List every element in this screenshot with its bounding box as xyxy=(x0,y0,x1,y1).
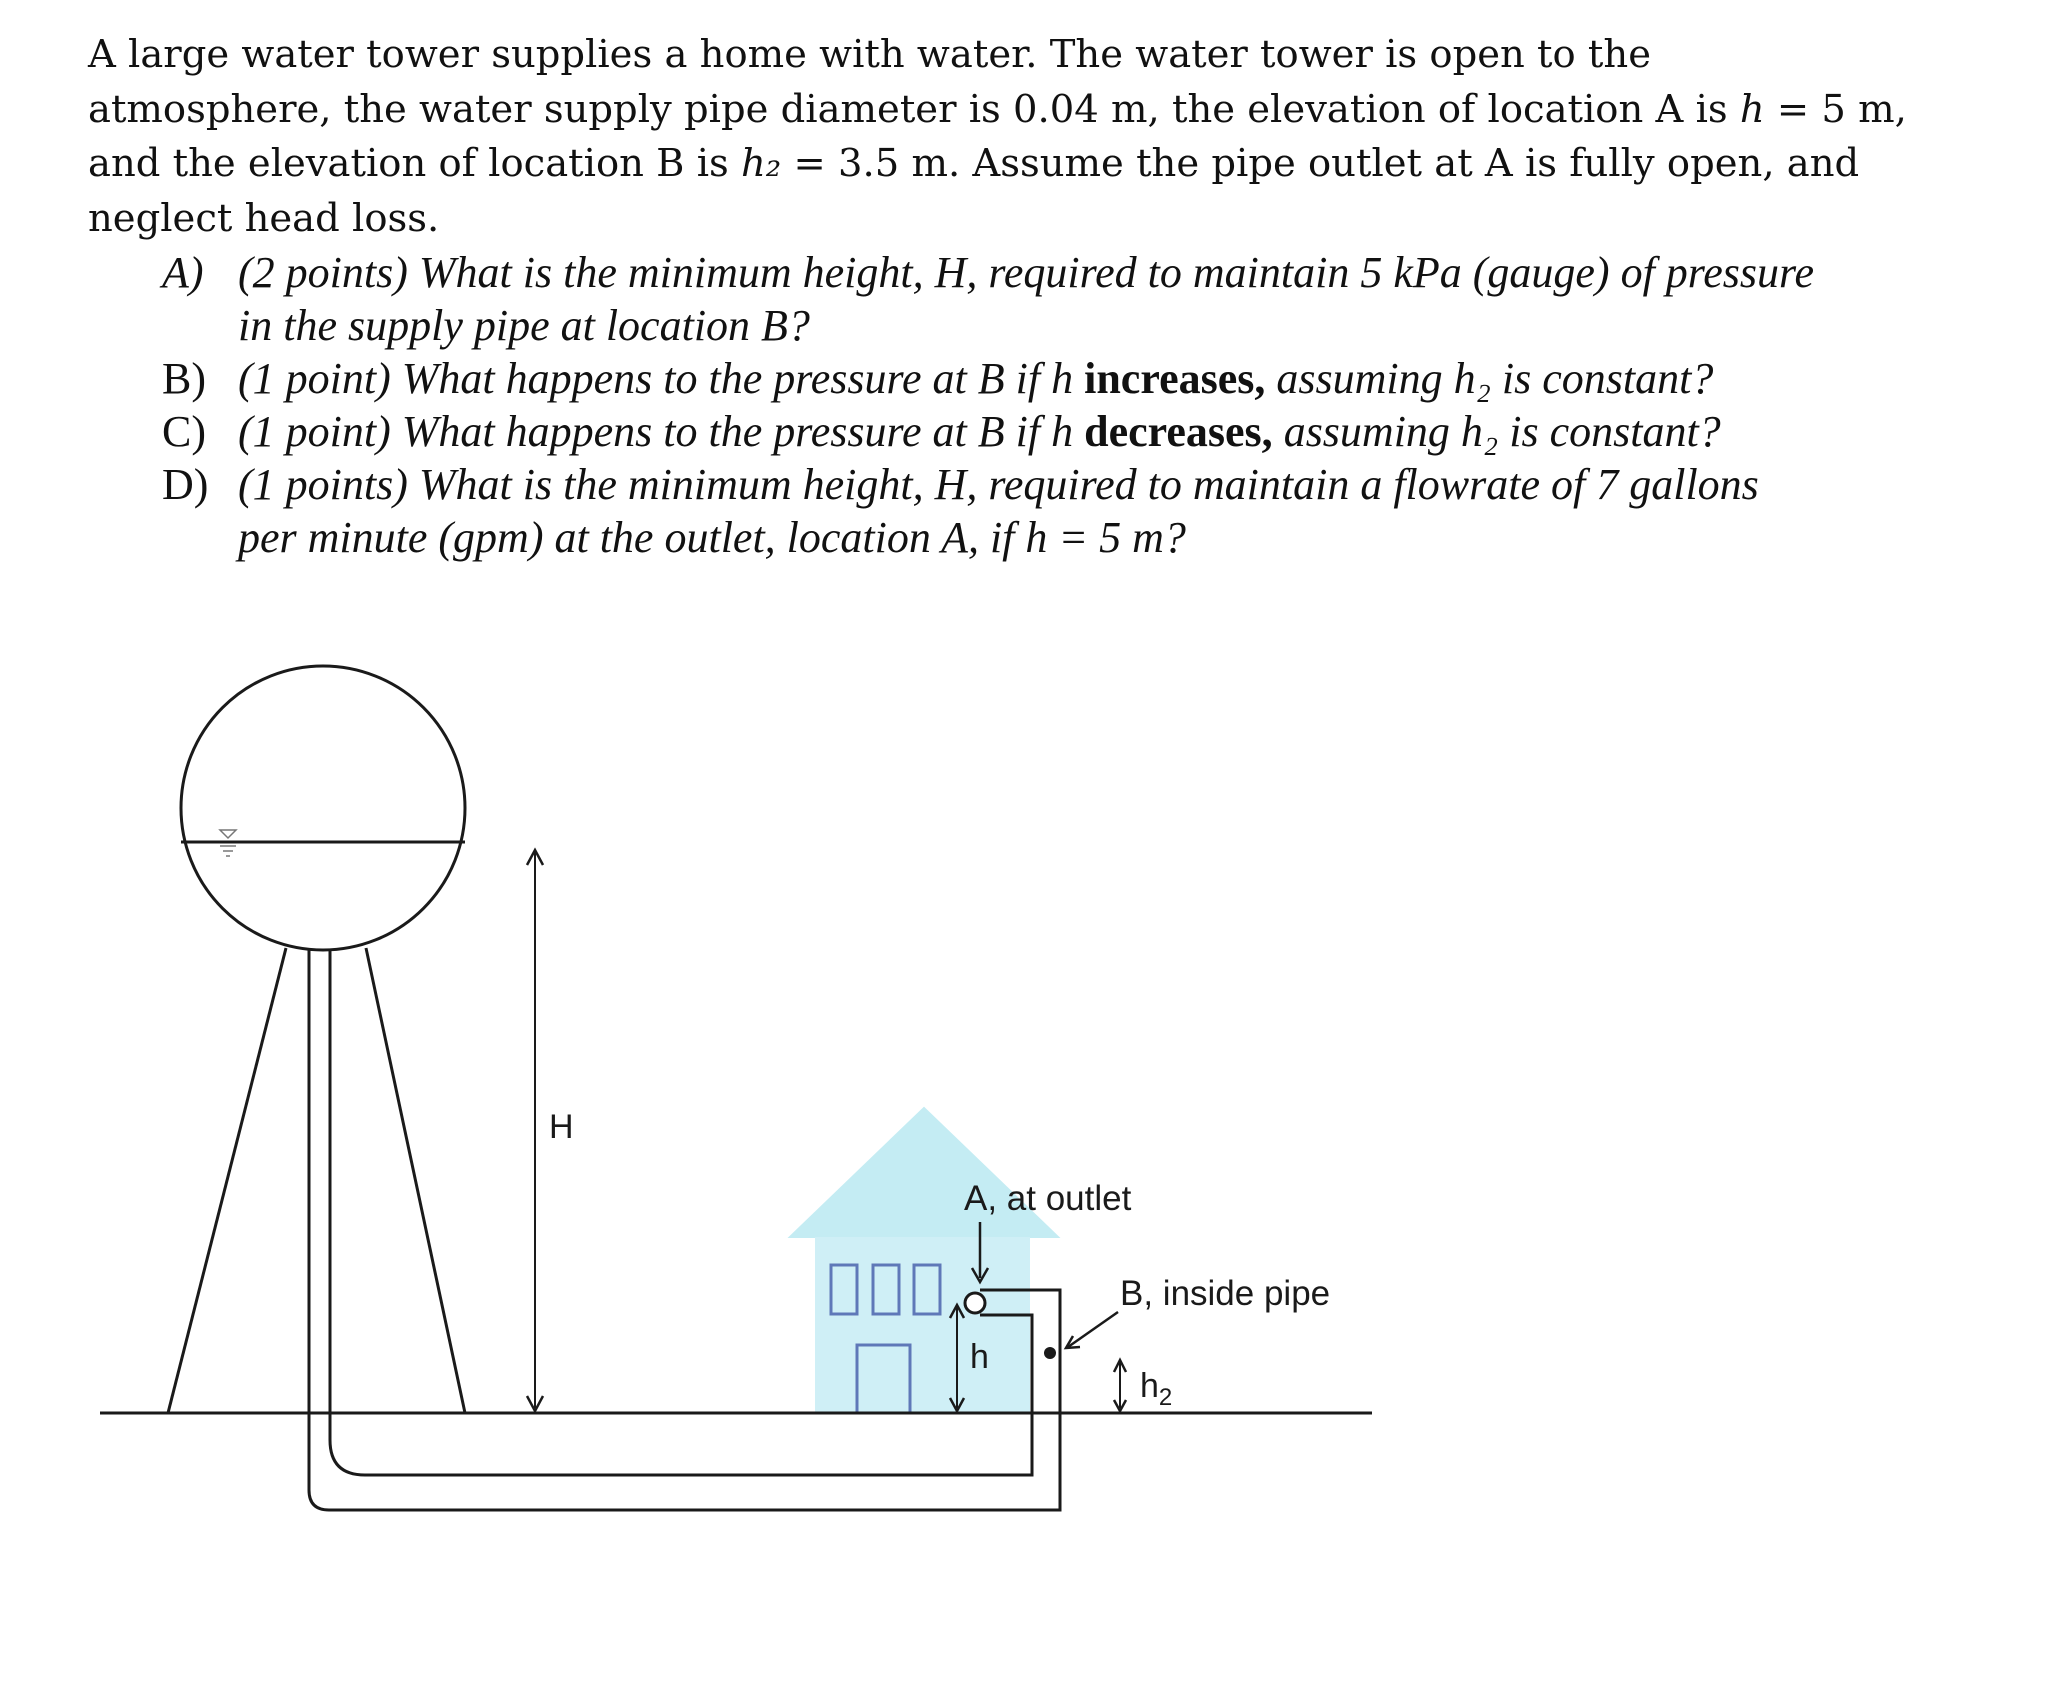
intro-line: and the elevation of location B is h₂ = 3.5 m. Assume the pipe outlet at A is fully open, and xyxy=(88,141,1860,186)
question-letter: C) xyxy=(162,407,206,456)
emphasis: decreases, xyxy=(1084,407,1273,456)
question-text: (1 point) What happens to the pressure at B if h decreases, assuming h₂ is constant? xyxy=(238,407,1721,456)
label-b-inside-pipe: B, inside pipe xyxy=(1120,1274,1331,1313)
outlet-a-marker xyxy=(965,1293,985,1313)
point-b-marker xyxy=(1044,1347,1056,1359)
house-body xyxy=(815,1237,1030,1413)
question-text-continued: in the supply pipe at location B? xyxy=(238,301,810,350)
label-H: H xyxy=(549,1108,574,1146)
intro-line: neglect head loss. xyxy=(88,195,440,241)
emphasis: increases, xyxy=(1084,354,1266,403)
question-text: (1 point) What happens to the pressure at B if h increases, assuming h₂ is constant? xyxy=(238,354,1714,403)
water-tank xyxy=(181,666,465,950)
tower-leg xyxy=(168,948,286,1413)
question-text: (2 points) What is the minimum height, H, required to maintain 5 kPa (gauge) of pressure xyxy=(238,248,1815,297)
label-h2: $h_2$ xyxy=(1140,1367,1173,1411)
question-text: (1 points) What is the minimum height, H, required to maintain a flowrate of 7 gallons xyxy=(238,460,1759,509)
intro-line: A large water tower supplies a home with water. The water tower is open to the xyxy=(88,32,1651,77)
question-letter: B) xyxy=(162,354,206,403)
pointer-b-line xyxy=(1068,1312,1118,1347)
question-letter: D) xyxy=(162,460,209,509)
intro-line: atmosphere, the water supply pipe diameter is 0.04 m, the elevation of location A is h = 5 m, xyxy=(88,86,1907,132)
question-text-continued: per minute (gpm) at the outlet, location A, if h = 5 m? xyxy=(238,513,1186,562)
label-a-outlet: A, at outlet xyxy=(964,1179,1132,1218)
label-h: h xyxy=(970,1338,989,1376)
tower-leg xyxy=(366,948,465,1413)
question-letter: A) xyxy=(162,248,204,297)
